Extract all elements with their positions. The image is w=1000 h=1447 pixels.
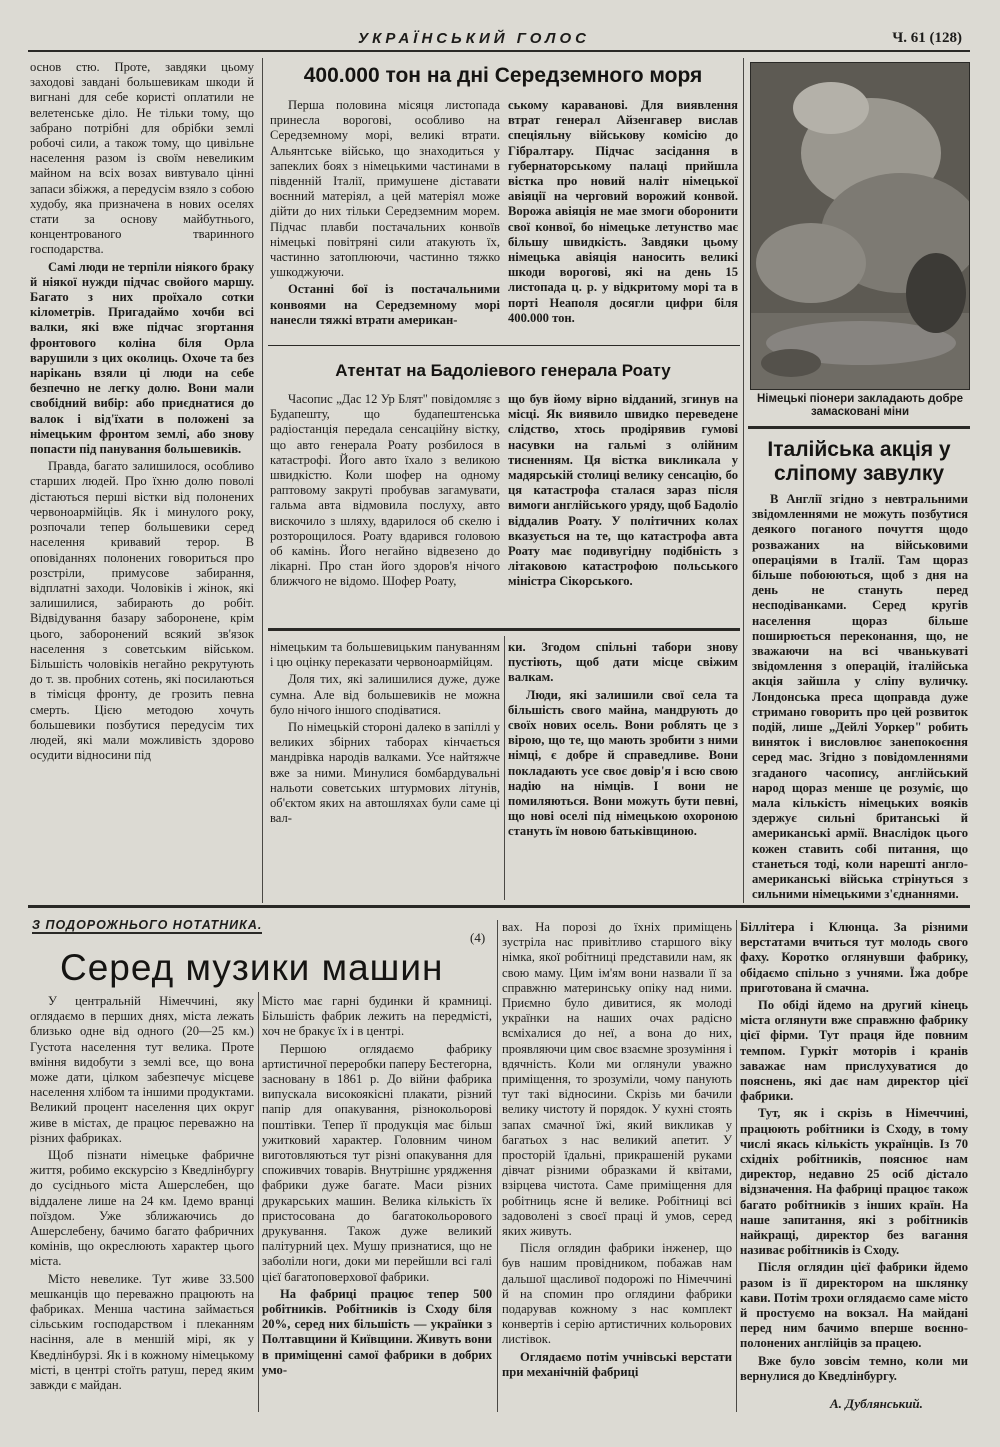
mid-paragraph: Люди, які залишили свої села та більшість свого майна, мандрують до своїх нових осель. Вони роблять це з вірою, що те, що мають зробити з ними німці, є добре й справедливе. Вони покладають усе своє довір'я і всю свою надію на німців. І вони не помиляються. Вони можуть бути певні, що нові оселі під німецькою охороною стануть їм новою батьківщиною. <box>508 687 738 839</box>
travel-paragraph: Тут, як і скрізь в Німеччині, працюють робітники із Сходу, в тому числі якась кількість українців. Із 70 східніх робітників, пояснює нам директор, недавно 25 осіб дістало відзначення. На фабриці працює також багато робітників з інших країн. На наше запитання, які з робітників найкращі, директор без вагання називає робітників із Сходу. <box>740 1106 968 1258</box>
sea-paragraph: Перша половина місяця листопада принесла ворогові, особливо на Середземному морі, великі втрати. Альянтське військо, що знаходиться у запеклих боях з німецькими частинами в південній Італії, примушене діставати воєнний матеріял, а цей матеріял може дійти до них тільки Середземним морем. Підчас плавби постачальних конвоїв німецькі повітряні сили атакують їх, частинно затоплюючи, частинно тяжко ушкоджуючи. <box>270 98 500 280</box>
travel-paragraph: По обіді йдемо на другий кінець міста оглянути вже справжню фабрику цієї фірми. Тут праця йде повним темпом. Гуркіт моторів і кранів заважає нам прислухуватися до пояснень, які дає нам директор цієї фабрики. <box>740 998 968 1104</box>
roata-article-col-b <box>508 392 738 622</box>
sea-article-col-b <box>508 98 738 340</box>
col1-article <box>30 60 254 900</box>
mid-paragraph: ки. Згодом спільні табори знову пустіють, щоб дати місце свіжим валкам. <box>508 640 738 685</box>
travel-paragraph: Вже було зовсім темно, коли ми вернулися до Кведлінбургу. <box>740 1353 968 1383</box>
travel-paragraph: Першою оглядаємо фабрику артистичної переробки паперу Бестегорна, засновану в 1861 р. До війни фабрика випускала високоякісні плакати, різний папір для опакування, різнокольорові поштівки. Тепер її продукція має більш ужитковий характер. Головним чином виготовляються тут різні опакування для споживчих товарів. Внутрішнє урядження фабрики дуже багате. Маси різних друкарських машин. Велика кількість їх пристосована до багатокольорового друкування. Також дуже великий палітурний цех. Мушу признатися, що не заболіли ноги, доки ми перейшли всі галі цієї багатоповерхової фабрики. <box>262 1041 492 1284</box>
section-rule <box>28 905 970 908</box>
part-number: (4) <box>470 930 486 945</box>
travel-col-4 <box>740 920 968 1390</box>
travel-title: Серед музики машин <box>60 947 444 988</box>
travel-paragraph: Біллітера і Клюнца. За різними верстатами вчиться тут молодь свого фаху. Коротко оглянувши фабрику, обідаємо спільно з учнями. Їжа добре приготована й смачна. <box>740 920 968 995</box>
issue-number: Ч. 61 (128) <box>892 30 962 46</box>
italy-article-body <box>752 492 968 902</box>
col1-paragraph: основ стю. Проте, завдяки цьому заходові завдані большевикам шкоди й вигнані для себе користі оплатили не велетенське діло. Не тільки тому, що забрано потрібні для обрібки землі робочі сили, а також тому, що цивільне населення разом із своїм невеликим майном на всіх возах вивтувало цінні запаси збіжжя, а передусім взяло з собою худобу, яка призначена в нових оселях стати за основу майбутнього, концентрованого тваринного господарства. <box>30 60 254 257</box>
section-rule <box>268 628 740 631</box>
travel-paragraph: Після оглядин фабрики інженер, що був нашим провідником, побажав нам дальшої щасливої подорожі по Німеччині й на спомин про оглядини фабрики подарував кожному з нас комплект конвертів і серію артистичних кольорових листівок. <box>502 1241 732 1347</box>
col-divider <box>497 920 498 1412</box>
mid-paragraph: По німецькій стороні далеко в запіллі у великих збірних таборах кінчається мандрівка народів валками. Усе найтяжче вже за ними. Минулися бомбардувальні нальоти советських штурмових літунів, об'єктом яких на автошляхах були саме ці вал- <box>270 720 500 826</box>
italy-paragraph: В Англії згідно з невтральними звідомленнями не можуть позбутися деякого поганого почуття щодо розважаних на військовими операціями в Італії. Там щораз більше побоюються, щоб з дня на день не стануть перед несподіванками. Серед кругів населення щораз більше поширюється переконання, що, не зважаючи на всі чванькуваті звідомлення з операцій, італійська акція зайшла у сліпу вуличку. Лондонська преса щоправда дуже стримано говорить про цей розвиток подій, лише „Дейлі Уоркер" робить виняток і висловлює занепокоєння серед мас. Згідно з повідомленнями згаданого часопису, англійський народ щораз менше це розуміє, що мала кількість німецьких вояків здержує сильні британські й американські армії. Внаслідок цього кожен ставить собі питання, що станеться тоді, коли нарешті англо-американські війська стрінуться з сильними німецькими з'єднаннями. <box>752 492 968 902</box>
sea-article-col-a <box>270 98 500 340</box>
col1-paragraph: Самі люди не терпіли ніякого браку й ніякої нужди підчас свойого маршу. Багато з них проїхало сотки кілометрів. Пригадаймо хочби всі валки, які вже підчас згортання фронтового коліна біля Орла варушили з цих околиць. Охоче та без нарікань взяли ці люди на себе безпечно не легку долю. Вони мали свобідний вибір: або приєднатися до валок і від'їхати в положені за німецьким фронтом землі, або знову попасти під панування большевиків. <box>30 259 254 457</box>
sea-paragraph: Останні бої із постачальними конвоями на Середземному морі нанесли тяжкі втрати американ- <box>270 282 500 327</box>
header-rule <box>28 50 970 52</box>
newspaper-name: УКРАЇНСЬКИЙ ГОЛОС <box>358 30 590 47</box>
travel-paragraph: Місто невелике. Тут живе 33.500 мешканців що переважно працюють на фабриках. Менша частина займається сільським господарством і плеканням насіння, але в меншій мірі, як у Кведлінбурзі. Як і в кожному німецькому місті, в центрі стоїть ратуш, перед яким завжди є майдан. <box>30 1271 254 1393</box>
mid-paragraph: німецьким та большевицьким пануванням і цю оцінку переказати червоноармійцям. <box>270 640 500 670</box>
photo-caption: Німецькі піонери закладають добре замасковані міни <box>756 393 964 418</box>
roata-article-col-a <box>270 392 500 622</box>
travel-paragraph: вах. На порозі до їхніх приміщень зустріла нас привітливо старшого віку німка, якої робітниці представили нам, як свою маму. Цим ім'ям вони назвали її за справжню материнську опіку над ними. Приємно було дивитися, як молоді українки на наших очах радісно всміхалися до неї, а вона до них, проявляючи цим своє взаємне зрозуміння і вдячність. Коли ми оглянули уважно приміщення, то зрозуміли, чому панують тут такі відносини. Скрізь ми бачили велику чистоту й порядок. У кухні стоять запах смачної їжі, який викликав у багатьох з нас великий апетит. У просторій їдальні, прикрашеній руками дівчат різними образками й квітами, взірцева чистота. Саме приміщення для робітниць ясне й велике. Робітниці всі задоволені з своєї праці й умов, серед яких живуть. <box>502 920 732 1239</box>
travel-paragraph: Оглядаємо потім учнівські верстати при механічній фабриці <box>502 1349 732 1379</box>
travel-paragraph: У центральній Німеччині, яку оглядаємо в перших днях, міста лежать близько одне від одного (20—25 км.) Густота населення тут велика. Проте вміння видобути з землі все, що вона може дати, цілком забезпечує місцеве населення хлібом та іншими продуктами. Великий процент населення цих округ живе в містах, де працює переважно на різних фабриках. <box>30 994 254 1145</box>
section-rule <box>748 426 970 429</box>
col-divider <box>736 920 737 1412</box>
travel-paragraph: Після оглядин цієї фабрики йдемо разом із її директором на шклянку кави. Потім трохи оглядаємо саме місто й простуємо на вокзал. На майдані перед ним бачимо вперше воєнно-полонених англійців за працею. <box>740 1260 968 1351</box>
travel-col-3 <box>502 920 732 1414</box>
roata-paragraph: що був йому вірно відданий, згинув на місці. Як виявило швидко переведене слідство, хтось продірявив гумові насувки на гальмі з олійним тисненням. Ця вістка викликала у мадярській столиці велику сенсацію, бо ця катастрофа сталася зараз після вимоги англійського уряду, щоб Бадоліо віддалив Роату. У політичних колах вказується на те, що катастрофа авта Роату має подивугідну подібність з літаковою катастрофою польського міністра Сікорського. <box>508 392 738 589</box>
roata-paragraph: Часопис „Дас 12 Ур Блят" повідомляє з Будапешту, що будапештенська радіостанція передала сенсаційну вістку, що авто генерала Роату розбилося в катастрофі. Його авто їхало з великою швидкістю. Коли шофер на одному раптовому закруті пробував загамувати, гальма авта відмовила послуху, авто вискочило з шляху, вдарилося об скелю і розторощилося. Роату вдарився головою об камінь. Його негайно відвезено до лікарні. Про стан його здоров'я нічого ближчого не відомо. Шофер Роату, <box>270 392 500 589</box>
col1-paragraph: Правда, багато залишилося, особливо старших людей. Про їхню долю поволі дістаються перші вістки від полонених червоноармійців. Як і минулого року, розпочали тепер большевики серед населення кривавий терор. В оповіданнях полонених говориться про розстріли, примусове забирання, відплатні заходи. Чоловіків і жінок, які залишилися, забирають до робіт. Відвідування базару заборонене, крім цього, заборонений всякий зв'язок населення з советським військом. Більшість чоловіків негайно рекрутують до т. зв. пробних сотень, які посилаються в тімісця фронту, де грозить певна смерть. Цією методою хочуть большевики позбутися передусім тих людей, які мали можливість здорово осудити відносини під <box>30 459 254 763</box>
author-signature: А. Дублянський. <box>830 1396 923 1411</box>
photo-soldiers-mines <box>750 62 970 390</box>
travel-paragraph: Щоб пізнати німецьке фабричне життя, робимо екскурсію з Кведлінбургу до сусіднього міста Ашерслебен, що віддалене лише на 24 км. Ідемо вранці поїздом. Уже зближаючись до Ашерслебену, бачимо багато фабричних комінів, що окреслюють характер цього міста. <box>30 1148 254 1269</box>
italy-article-title: Італійська акція у сліпому завулку <box>767 438 951 485</box>
travel-paragraph: На фабриці працює тепер 500 робітників. Робітників із Сходу біля 20%, серед них більшість — українки з Полтавщини й Київщини. Живуть вони в приміщенні самої фабрики в добрих умо- <box>262 1286 492 1377</box>
sea-article-title: 400.000 тон на дні Середземного моря <box>303 64 703 87</box>
col-divider <box>504 636 505 900</box>
photo-image <box>751 63 969 389</box>
travel-col-1 <box>30 994 254 1414</box>
travel-paragraph: Місто має гарні будинки й крамниці. Більшість фабрик лежить на передмісті, хоч не бракує їх і в центрі. <box>262 994 492 1039</box>
section-rule <box>268 345 740 346</box>
masthead <box>28 28 970 50</box>
rubric: З ПОДОРОЖНЬОГО НОТАТНИКА. <box>32 918 263 932</box>
mid-col-a <box>270 640 500 900</box>
travel-col-2 <box>262 994 492 1414</box>
mid-paragraph: Доля тих, які залишилися дуже, дуже сумна. Але від большевиків не можна було нічого іншого сподіватися. <box>270 672 500 717</box>
col-divider <box>743 58 744 903</box>
col-divider <box>262 58 263 903</box>
mid-col-b <box>508 640 738 900</box>
roata-article-title: Атентат на Бадоліевого генерала Роату <box>335 361 671 380</box>
col-divider <box>258 992 259 1412</box>
sea-paragraph: ському караванові. Для виявлення втрат генерал Айзенгавер вислав спеціяльну військову комісію до Гібралтару. Підчас засідання в губернаторському палаці прийшла вістка про новий наліт німецької авіяції на черговий ворожий конвой. Ворожа авіяція не мае змоги оборонити свої конвої, бо німецьке летунство має більшу швидкість. Завдяки цьому німецька авіяція наносить великі шкоди ворогові, які на день 15 листопада ц. р. у відкритому морі та в порті Неаполя досягли цифри біля 400.000 тон. <box>508 98 738 325</box>
